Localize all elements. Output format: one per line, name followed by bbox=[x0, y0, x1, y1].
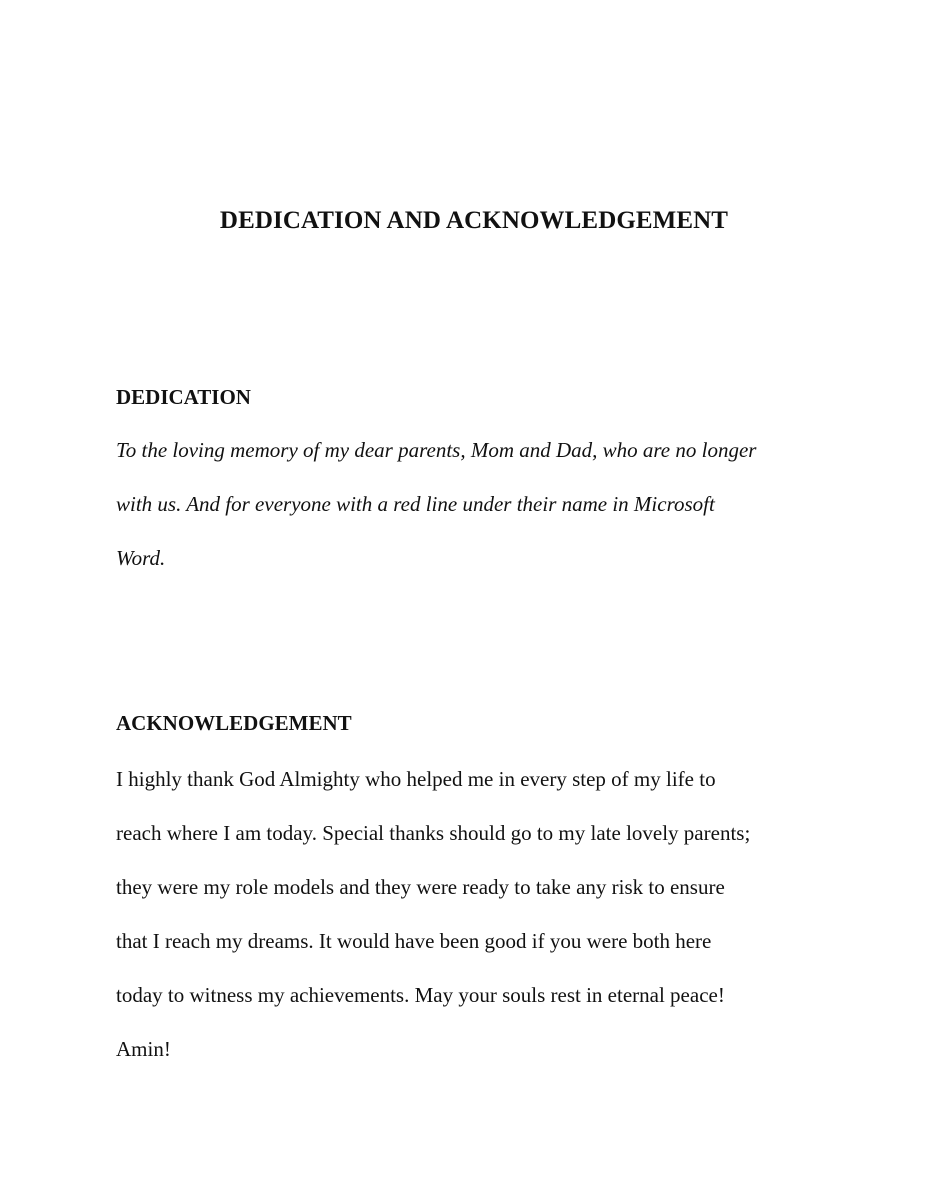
acknowledgement-line: reach where I am today. Special thanks should go to my late lovely parents; bbox=[116, 821, 751, 845]
dedication-line: Word. bbox=[116, 546, 166, 570]
acknowledgement-line: that I reach my dreams. It would have been good if you were both here bbox=[116, 929, 712, 953]
acknowledgement-line: they were my role models and they were ready to take any risk to ensure bbox=[116, 875, 725, 899]
acknowledgement-line: I highly thank God Almighty who helped me in every step of my life to bbox=[116, 767, 716, 791]
acknowledgement-heading: ACKNOWLEDGEMENT bbox=[116, 711, 352, 735]
dedication-line: with us. And for everyone with a red line under their name in Microsoft bbox=[116, 492, 715, 516]
acknowledgement-line: today to witness my achievements. May your souls rest in eternal peace! bbox=[116, 983, 725, 1007]
dedication-heading: DEDICATION bbox=[116, 385, 251, 409]
dedication-line: To the loving memory of my dear parents, Mom and Dad, who are no longer bbox=[116, 438, 757, 462]
acknowledgement-paragraph bbox=[116, 752, 804, 1076]
dedication-paragraph bbox=[116, 423, 804, 585]
acknowledgement-line: Amin! bbox=[116, 1037, 171, 1061]
page-title: DEDICATION AND ACKNOWLEDGEMENT bbox=[219, 207, 729, 234]
